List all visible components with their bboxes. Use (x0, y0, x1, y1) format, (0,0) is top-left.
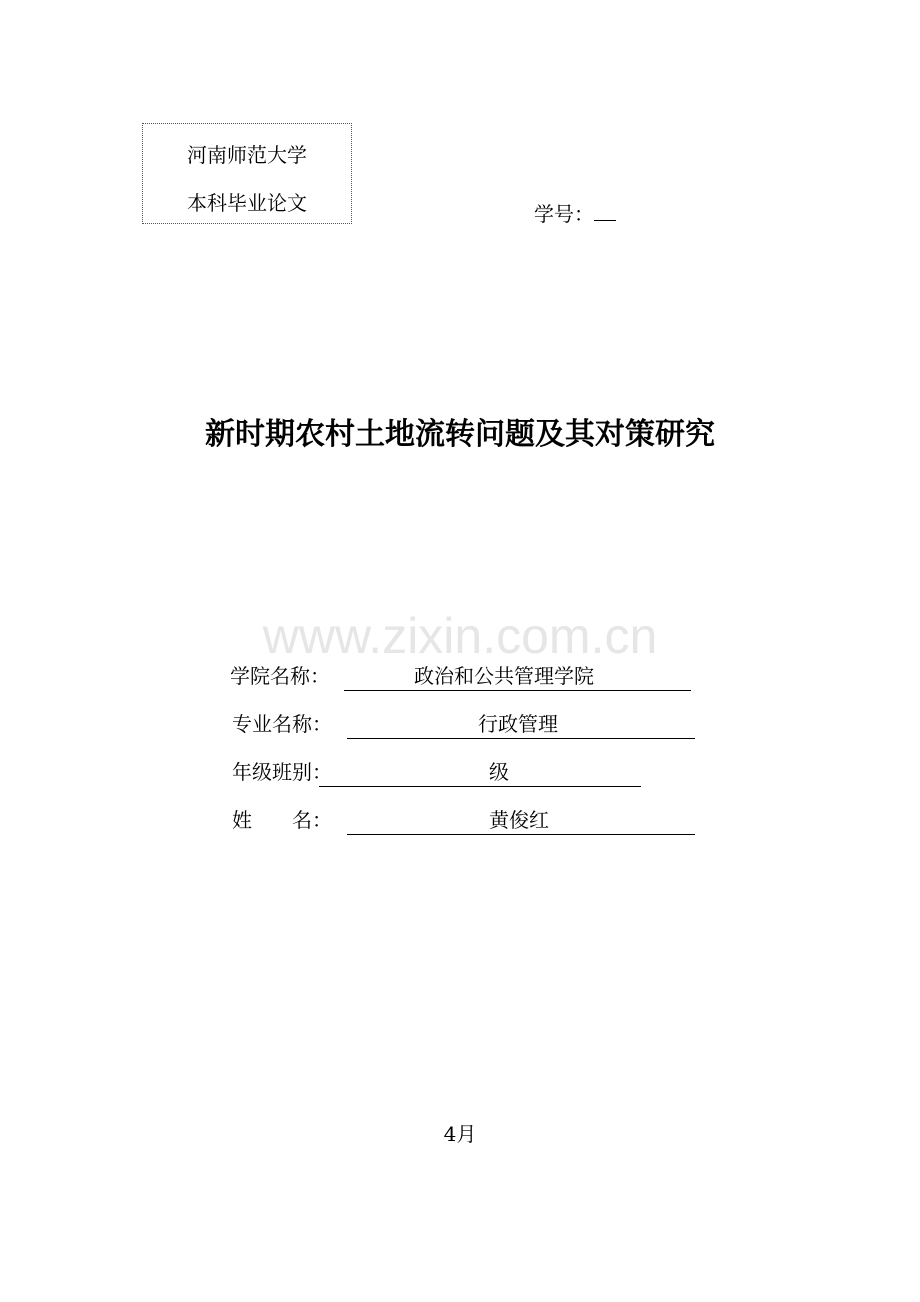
university-name: 河南师范大学 (187, 143, 307, 167)
college-value-line (344, 662, 691, 691)
document-type: 本科毕业论文 (187, 191, 307, 215)
grade-value: 级 (489, 760, 509, 784)
name-label: 姓 名： (232, 808, 332, 832)
university-box (142, 123, 352, 224)
grade-value-line (319, 758, 641, 787)
college-value: 政治和公共管理学院 (414, 664, 594, 688)
major-value-line (347, 710, 695, 739)
student-id-blank (594, 200, 616, 221)
watermark: www.zixin.com.cn (262, 608, 658, 664)
student-id (534, 200, 616, 226)
submission-date: 4月 (443, 1122, 477, 1146)
major-value: 行政管理 (478, 712, 558, 736)
major-label: 专业名称： (232, 712, 332, 736)
thesis-title: 新时期农村土地流转问题及其对策研究 (205, 417, 715, 452)
student-id-label: 学号： (534, 202, 594, 226)
name-value-line (347, 806, 695, 835)
grade-label: 年级班别： (232, 760, 332, 784)
name-value: 黄俊红 (489, 808, 549, 832)
college-label: 学院名称： (230, 664, 330, 688)
